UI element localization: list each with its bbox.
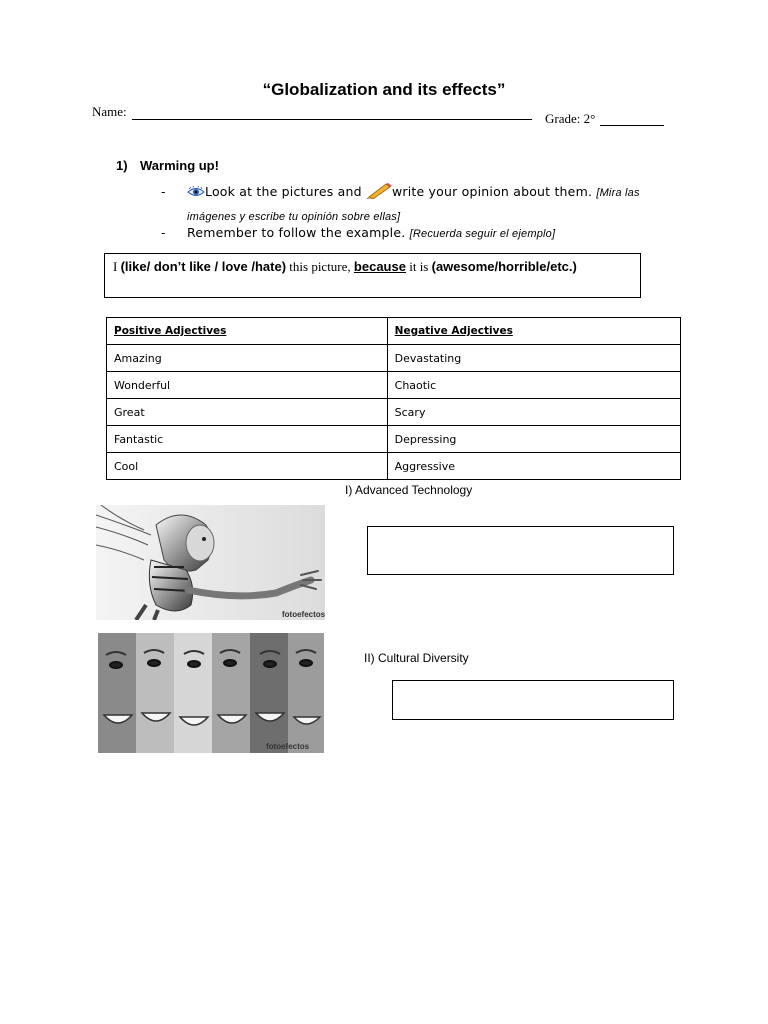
example-choices: (like/ don’t like / love /hate) xyxy=(120,259,287,274)
negative-adjective: Chaotic xyxy=(387,372,680,399)
adjectives-table xyxy=(106,317,681,480)
name-label: Name: xyxy=(92,104,127,119)
pencil-icon xyxy=(366,183,392,205)
negative-adjective: Depressing xyxy=(387,426,680,453)
header-positive: Positive Adjectives xyxy=(107,318,388,345)
table-row xyxy=(107,426,681,453)
negative-adjective: Aggressive xyxy=(387,453,680,480)
picture-caption-technology: I) Advanced Technology xyxy=(345,483,473,497)
picture-caption-diversity: II) Cultural Diversity xyxy=(364,651,469,665)
example-i: I xyxy=(113,259,118,274)
faces-picture xyxy=(98,633,324,753)
instruction-translation-2: [Recuerda seguir el ejemplo] xyxy=(409,228,556,240)
positive-adjective: Great xyxy=(107,399,388,426)
example-adjectives: (awesome/horrible/etc.) xyxy=(431,259,577,274)
instruction-text-write: write your opinion about them. xyxy=(391,184,593,199)
bullet-dash: - xyxy=(161,225,166,240)
answer-box-diversity[interactable] xyxy=(392,680,674,720)
positive-adjective: Amazing xyxy=(107,345,388,372)
positive-adjective: Cool xyxy=(107,453,388,480)
positive-adjective: Wonderful xyxy=(107,372,388,399)
section-number: 1) xyxy=(116,158,128,173)
watermark-text: fotoefectos xyxy=(282,610,325,619)
example-because: because xyxy=(353,259,406,274)
watermark-text: fotoefectos xyxy=(266,742,310,751)
table-row xyxy=(107,453,681,480)
name-blank-line[interactable] xyxy=(132,119,532,120)
example-sentence-box xyxy=(104,253,641,298)
robot-picture xyxy=(96,505,325,620)
grade-blank-line[interactable] xyxy=(600,125,664,126)
instruction-bullet-2 xyxy=(161,225,556,240)
negative-adjective: Devastating xyxy=(387,345,680,372)
section-heading xyxy=(116,158,219,173)
section-title: Warming up! xyxy=(140,158,219,173)
grade-label: Grade: 2° xyxy=(545,111,596,126)
instruction-translation-1: [Mira las imágenes y escribe tu opinión sobre ellas] xyxy=(187,187,640,223)
instruction-text-look: Look at the pictures and xyxy=(205,184,362,199)
table-row xyxy=(107,399,681,426)
eye-icon xyxy=(187,183,205,204)
negative-adjective: Scary xyxy=(387,399,680,426)
example-middle: this picture, xyxy=(289,259,351,274)
document-title: “Globalization and its effects” xyxy=(262,80,506,99)
table-header-row xyxy=(107,318,681,345)
bullet-dash: - xyxy=(161,184,166,199)
instruction-bullet-1 xyxy=(161,181,657,228)
example-it-is: it is xyxy=(409,259,429,274)
answer-box-technology[interactable] xyxy=(367,526,674,575)
instruction-text-remember: Remember to follow the example. xyxy=(187,225,406,240)
table-row xyxy=(107,372,681,399)
header-negative: Negative Adjectives xyxy=(387,318,680,345)
table-row xyxy=(107,345,681,372)
positive-adjective: Fantastic xyxy=(107,426,388,453)
